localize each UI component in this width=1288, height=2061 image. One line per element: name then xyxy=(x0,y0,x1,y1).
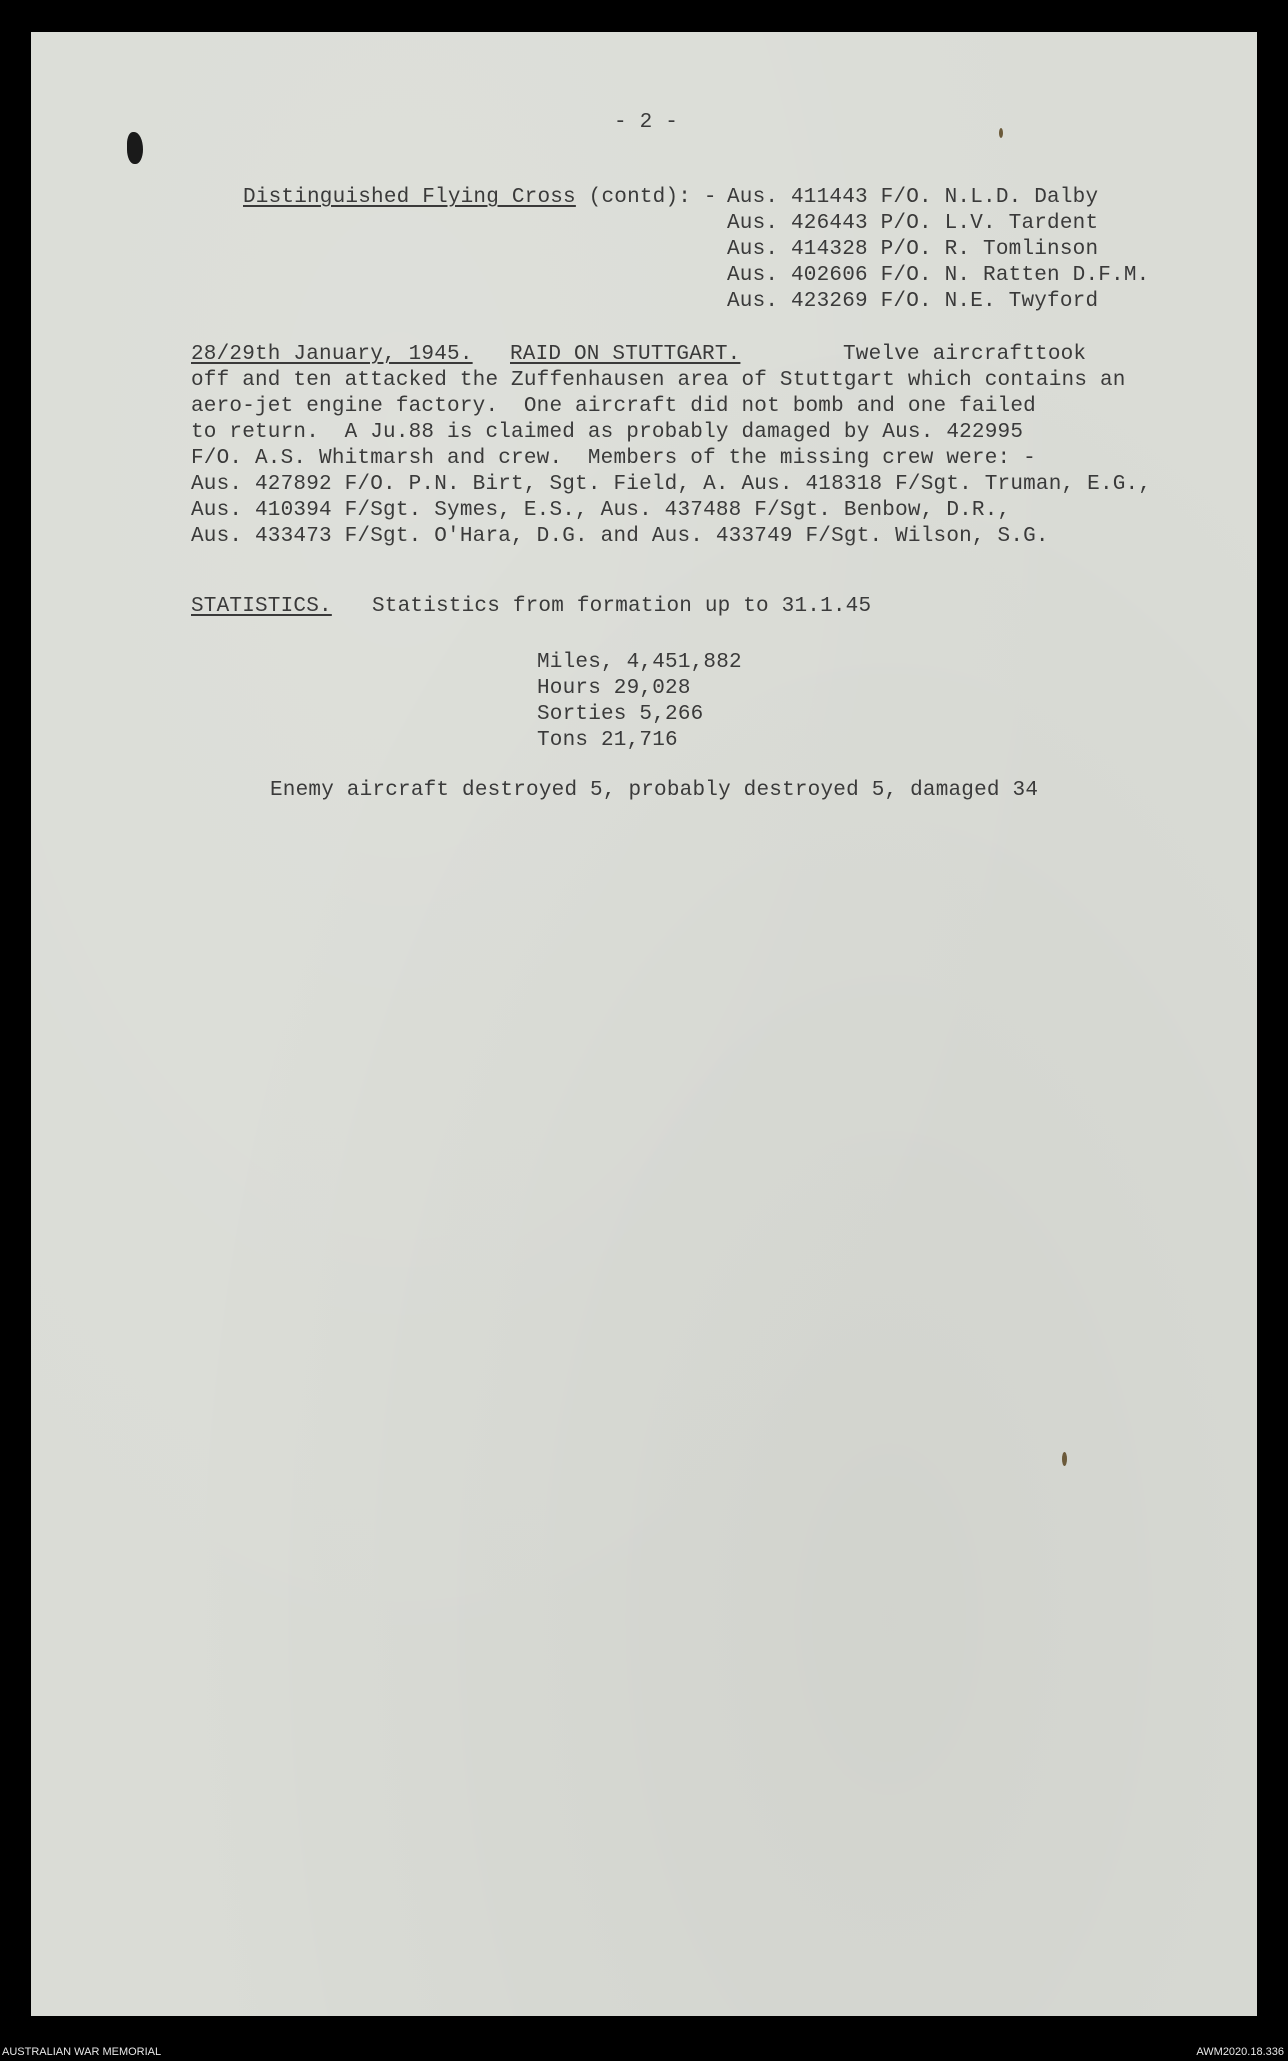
raid-line: Aus. 433473 F/Sgt. O'Hara, D.G. and Aus. 433749 F/Sgt. Wilson, S.G. xyxy=(191,525,1049,548)
statistics-enemy: Enemy aircraft destroyed 5, probably destroyed 5, damaged 34 xyxy=(270,779,1039,802)
statistics-item: Miles, 4,451,882 xyxy=(537,651,742,674)
dfc-entry: Aus. 414328 P/O. R. Tomlinson xyxy=(727,238,1099,261)
statistics-item: Sorties 5,266 xyxy=(537,703,704,726)
paper-speck xyxy=(1062,1452,1067,1466)
statistics-heading-text: STATISTICS. xyxy=(191,595,332,618)
dfc-entry: Aus. 411443 F/O. N.L.D. Dalby xyxy=(727,186,1099,209)
statistics-heading xyxy=(191,594,332,620)
paper-speck xyxy=(999,128,1003,138)
raid-line: to return. A Ju.88 is claimed as probably damaged by Aus. 422995 xyxy=(191,421,1024,444)
raid-line: off and ten attacked the Zuffenhausen area of Stuttgart which contains an xyxy=(191,369,1126,392)
dfc-heading-suffix: (contd): - xyxy=(575,186,730,209)
raid-line: aero-jet engine factory. One aircraft did not bomb and one failed xyxy=(191,395,1036,418)
statistics-item: Hours 29,028 xyxy=(537,677,691,700)
raid-line: Aus. 427892 F/O. P.N. Birt, Sgt. Field, A. Aus. 418318 F/Sgt. Truman, E.G., xyxy=(191,473,1152,496)
raid-title-text: RAID ON STUTTGART. xyxy=(510,343,741,366)
dfc-entry: Aus. 423269 F/O. N.E. Twyford xyxy=(727,290,1099,313)
footer-institution: AUSTRALIAN WAR MEMORIAL xyxy=(2,2046,162,2058)
page-number: - 2 - xyxy=(614,111,679,134)
dfc-heading-line xyxy=(243,185,729,211)
footer-reference: AWM2020.18.336 xyxy=(1196,2046,1284,2058)
raid-first-line: Twelve aircrafttook xyxy=(843,343,1087,366)
statistics-item: Tons 21,716 xyxy=(537,729,678,752)
statistics-intro: Statistics from formation up to 31.1.45 xyxy=(372,595,872,618)
raid-date-text: 28/29th January, 1945. xyxy=(191,343,473,366)
document-page xyxy=(31,32,1257,2016)
raid-line: Aus. 410394 F/Sgt. Symes, E.S., Aus. 437488 F/Sgt. Benbow, D.R., xyxy=(191,499,1011,522)
archive-footer xyxy=(0,2044,1288,2061)
raid-date xyxy=(191,342,473,368)
raid-title xyxy=(510,342,740,368)
raid-line: F/O. A.S. Whitmarsh and crew. Members of the missing crew were: - xyxy=(191,447,1036,470)
paper-tear xyxy=(127,132,143,164)
dfc-heading: Distinguished Flying Cross xyxy=(243,186,576,209)
dfc-entry: Aus. 426443 P/O. L.V. Tardent xyxy=(727,212,1099,235)
dfc-entry: Aus. 402606 F/O. N. Ratten D.F.M. xyxy=(727,264,1150,287)
